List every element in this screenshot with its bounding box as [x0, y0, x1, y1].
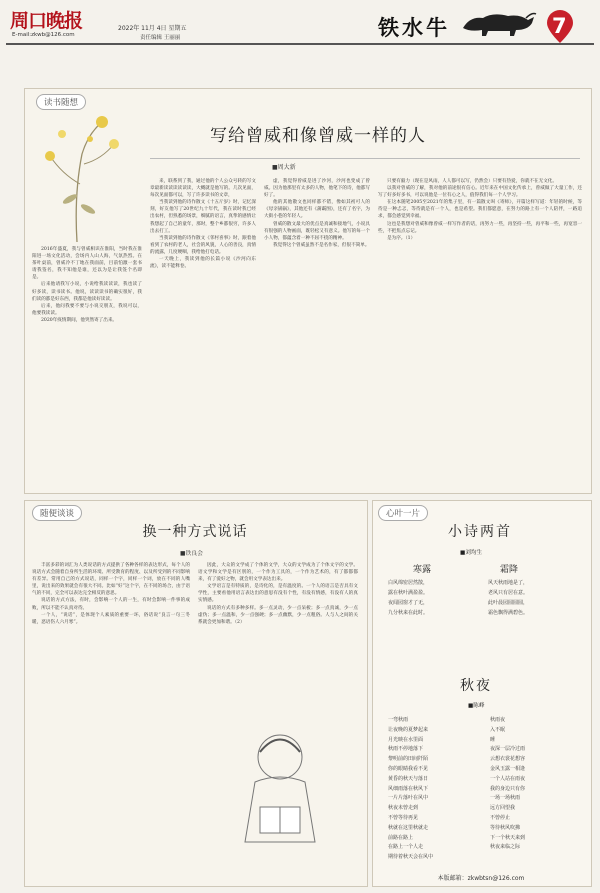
paragraph: 文学语言是有特质的，是诗化的，是有温度的。一个人的语言是否具有文学性，主要看他用语言表达出的意思有没有个性，有没有情感，有没有人的真实情感。 — [198, 584, 358, 604]
poem-line: 等待秋风吹拂 — [490, 824, 521, 831]
poem-line: 老风只有居在意。 — [488, 590, 529, 596]
poem-line: 金风玉露一相逢 — [490, 765, 526, 772]
poem-line: 在路上一个人走 — [388, 844, 424, 851]
poem-body — [490, 716, 586, 853]
poem-author: ■刘均生 — [460, 550, 483, 556]
paragraph: 在这本随笔2005至2021年的集子里，有一篇散文叫《寄师》，开篇这样写道：年轻的时候，等待是一种忐忑，等待就是有一个人，也是希望。我们都愿意，在努力的路上有一个人陪伴，一路追求，都会感觉到幸福。 — [378, 200, 582, 220]
footer-email[interactable]: 本版邮箱：zkwbtsn@126.com — [437, 875, 525, 882]
paragraph: 是为序。（1） — [387, 235, 416, 241]
poem-line: 你的眼睛我看不见 — [388, 765, 429, 772]
poem-line: 入不眠 — [490, 726, 506, 733]
paragraph: 2020年疫情期间，他突然寄了出来。 — [41, 317, 118, 323]
poem-line: 九分秋来在此时。 — [388, 610, 429, 616]
paper-email[interactable]: E-mail:zkwb@126.com — [12, 32, 75, 38]
paragraph: 丰富多彩的词汇为人类说话的方式提供了各种各样的表达形式，每个人的说话方式会随着自身所生活的环境、所受教育的程度、以及所受到的不同影响有差异。常用自己的方式说话，同样一个字，同样一个词，放在不同的人嘴里，说出来的效果就会有很大不同。比如“好”这个字，在不同的场合，由于语气的不同，完全可以表达完全相反的意思。 — [32, 563, 190, 597]
poem-line: 一弯秋雨 — [388, 717, 409, 723]
poem-line: 黄昏的秋天与落日 — [388, 775, 429, 782]
poem-line: 月光映在水里面 — [388, 736, 424, 743]
article-column-1 — [32, 562, 190, 876]
poem-line: 风天秋雨地是了， — [488, 580, 529, 586]
poem-line: 不曾停止 — [490, 814, 511, 821]
paragraph: 我觉得这个曾威虽然不是名作家，但很不简单。 — [273, 242, 370, 248]
article-title: 写给曾威和像曾威一样的人 — [210, 126, 426, 146]
poem-line: 一个人站在雨夜 — [490, 775, 526, 782]
article-author: ■周大新 — [272, 164, 296, 171]
poem-line: 期待着秋天会在风中 — [388, 854, 434, 861]
poem-line: 下一个秋天来到 — [490, 834, 526, 841]
paragraph: 说话的方式有多种多样。多一点灵动，少一点呆板；多一点真诚，少一点虚伪；多一点温和，少一点强硬；多一点幽默，少一点粗俗。人与人之间的关系就会更加和谐。（2） — [198, 605, 358, 625]
paragraph: 当我读到他的诗作散文《十五斤岁》时，记忆深刻，好友他写了20世纪九十年代，我在读时我已经出农村，但熟悉的场景，细腻的语言，真挚的感情让我想起了自己的童年，那时，整个乡都很穷，许多人出去打工。 — [150, 200, 256, 234]
poem-line: 霜色飘得满碧色。 — [488, 610, 529, 616]
poem-line: 云想衣裳花想容 — [490, 756, 526, 763]
child-reading-illustration — [205, 712, 355, 872]
paragraph: 一天晚上，我读到他的长篇小说《沙河向东流》，读不能释卷。 — [150, 257, 256, 270]
paragraph: 以我对曾威的了解，我对他的前途很有信心。近年来在中国文化传承上，曾威做了大量工作，还写了好多好多书，可以说他是一位有心之人，值得我们每一个人学习。 — [378, 186, 582, 199]
poem-line: 夜深一层冷过雨 — [490, 746, 526, 753]
article-author: ■铁良会 — [180, 551, 203, 557]
issue-date: 2022年 11月 4日 星期五 — [118, 25, 187, 32]
paragraph: 后来，他问我要不要与小说交朋友，我说可以，他要我读读。 — [32, 303, 142, 316]
poem-line: 白风绵密居然散， — [388, 580, 429, 586]
poem-body — [388, 716, 484, 863]
poem-line: 睡 — [490, 736, 496, 743]
paragraph: 后来他请我写小说，小说给我读读读，我也读了好多读，读书读书。他说，读读读书的确实很好，我们读的都是好东西，我都是他读好读读。 — [32, 282, 142, 302]
poem-line: 前路在路上 — [388, 834, 414, 841]
paragraph: 这也是我想对曾威和像曾威一样写作者的话，再努力一些，再坚持一些，再平和一些，再宽容一些，不把焦点忘记。 — [378, 221, 582, 234]
poem-collection-title: 小诗两首 — [448, 524, 512, 540]
paragraph: 说话的方式方法，有时，会影响一个人的一生，有时会影响一件事的成败，所以不能不认真对待。 — [32, 598, 190, 611]
poem-line: 秋雨不停地落下 — [388, 746, 424, 753]
poem-line: 露在秋叶满盈盈。 — [388, 590, 429, 596]
poem-title: 寒露 — [413, 565, 432, 575]
paragraph: 当我读到他的诗作散文《邻村喜事》时，跟着他看到了农村的老人，社会的风貌，人心的善良，真情的流露，几度哽咽，我给他打电话。 — [150, 235, 256, 255]
poem-author: ■陈峰 — [468, 703, 485, 709]
paragraph: 只要有毅力（现在是风雨，人人都可以写，仍然会）只要有热爱，你就不在无文化。 — [387, 179, 557, 184]
poem-line: 秋雨夜 — [490, 717, 506, 723]
poem-line: 我的身边只有你 — [490, 785, 526, 792]
bull-logo-icon — [458, 8, 538, 38]
poem-title: 霜降 — [500, 565, 519, 575]
poem-line: 风细雨落在秋风下 — [388, 785, 429, 792]
poem-line: 一场一场秋雨 — [490, 795, 521, 802]
article-title: 换一种方式说话 — [142, 524, 248, 540]
paragraph: 他的其他散文也同样都不错，像如其初可人的《母亲锅锅》，其他还有《蒲霸图》，还有了名字，为大街小巷的年轻人。 — [264, 200, 370, 220]
poem-line: 让夜晚的夏梦起来 — [388, 726, 429, 733]
article-column-2 — [150, 178, 256, 486]
article-column-1 — [32, 246, 142, 486]
poem-line: 秋夜未曾走到 — [388, 805, 419, 812]
article-column-2 — [198, 562, 358, 702]
article-column-4 — [378, 178, 582, 486]
paper-logo: 周口晚报 — [10, 10, 83, 32]
paragraph: 曾威的散文最大的优点是真诚和接地气，小说具有很强的人物画面，既轻松又有意义。他写的每一个小人物，都蕴含着一种不屈不挠的精神。 — [264, 221, 370, 241]
poem-line: 不曾等待再见 — [388, 814, 419, 821]
paragraph: 2016年盛夏，我与曾威相识在淮阳，当时我在淮阳进一场文化活动，会场内人山人海，气氛热烈。在茶叶桌前，曾威冷不丁地在我面前，目前怕激一套书请我签名，我不知他是谁，还以为是让我签个名即是。 — [32, 247, 142, 281]
title-divider — [150, 158, 580, 159]
paragraph: 一个人，“说话”，是体现个人素质的重要一环，俗话说“良言一句三冬暖，恶语伤人六月寒”。 — [32, 612, 190, 625]
plant-illustration — [32, 104, 122, 244]
poem-line: 夜闻园窗才了无， — [388, 600, 429, 606]
poem-line: 远方回望我 — [490, 805, 516, 812]
section-tag: 随便谈谈 — [32, 505, 82, 521]
poem-title: 秋夜 — [460, 678, 492, 694]
poem-line: 秋夜来临之际 — [490, 844, 521, 851]
paragraph: 虚，我觉得曾威是进了沙河，沙河也变成了曾威。因为他那里有太多的人物，他笔下的诗，他都写好了。 — [264, 179, 370, 199]
masthead-rule — [6, 43, 594, 45]
responsible-editor: 责任编辑 王丽丽 — [140, 35, 181, 41]
page-title: 铁水牛 — [378, 15, 450, 40]
poem-line: 一片片落叶在风中 — [388, 795, 429, 802]
poem-line: 秋就在这里秋就走 — [388, 824, 429, 831]
section-tag: 读书随想 — [36, 94, 86, 110]
poem-body — [488, 578, 584, 618]
section-tag: 心叶一片 — [378, 505, 428, 521]
poem-line: 此叶晨园圆圆圆， — [488, 600, 529, 606]
article-column-3 — [264, 178, 370, 486]
poem-body — [388, 578, 484, 618]
paragraph: 因此，大众的文学成了个体的文学，大众的文学成为了个体文字的文学。语文学和文学是有区别的，一个作为工具的，一个作为艺术的，有了都都都来，有了爱好之物，就会用文学表达出来。 — [198, 563, 358, 583]
paragraph: 来，联系到了我，通过他的个人公众号转的写文章最新读读读读读读，大概就是他写的。几次见面，每次见面都可以，写了许多读书的文章， — [150, 179, 256, 199]
page-number: 7 — [552, 14, 567, 38]
poem-line: 黎明前的田间阡陌 — [388, 756, 429, 763]
